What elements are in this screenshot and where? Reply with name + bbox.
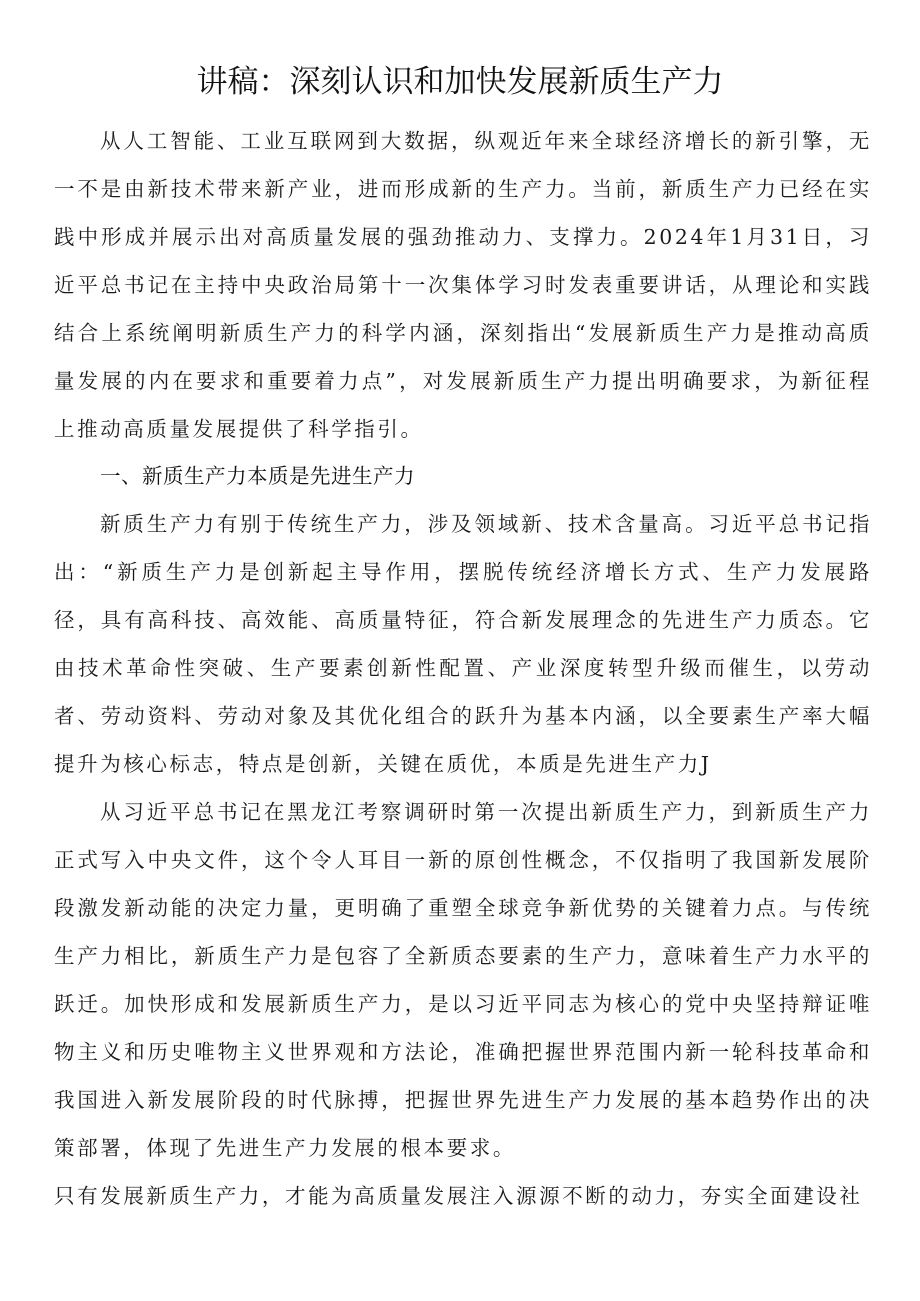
paragraph-conclusion: 只有发展新质生产力，才能为高质量发展注入源源不断的动力，夯实全面建设社 bbox=[54, 1184, 863, 1208]
paragraph-history: 从习近平总书记在黑龙江考察调研时第一次提出新质生产力，到新质生产力正式写入中央文件，这个令人耳目一新的原创性概念，不仅指明了我国新发展阶段激发新动能的决定力量，更明确了重塑全球竞争新优势的关键着力点。与传统生产力相比，新质生产力是包容了全新质态要素的生产力，意味着生产力水平的跃迁。加快形成和发展新质生产力，是以习近平同志为核心的党中央坚持辩证唯物主义和历史唯物主义世界观和方法论，准确把握世界范围内新一轮科技革命和我国进入新发展阶段的时代脉搏，把握世界先进生产力发展的基本趋势作出的决策部署，体现了先进生产力发展的根本要求。 bbox=[54, 800, 872, 1160]
paragraph-intro: 从人工智能、工业互联网到大数据，纵观近年来全球经济增长的新引擎，无一不是由新技术带来新产业，进而形成新的生产力。当前，新质生产力已经在实践中形成并展示出对高质量发展的强劲推动力、支撑力。2024年1月31日，习近平总书记在主持中央政治局第十一次集体学习时发表重要讲话，从理论和实践结合上系统阐明新质生产力的科学内涵，深刻指出“发展新质生产力是推动高质量发展的内在要求和重要着力点”，对发展新质生产力提出明确要求，为新征程上推动高质量发展提供了科学指引。 bbox=[54, 129, 872, 441]
document-title: 讲稿：深刻认识和加快发展新质生产力 bbox=[196, 64, 724, 100]
paragraph-definition: 新质生产力有别于传统生产力，涉及领域新、技术含量高。习近平总书记指出：“新质生产力是创新起主导作用，摆脱传统经济增长方式、生产力发展路径，具有高科技、高效能、高质量特征，符合新发展理念的先进生产力质态。它由技术革命性突破、生产要素创新性配置、产业深度转型升级而催生，以劳动者、劳动资料、劳动对象及其优化组合的跃升为基本内涵，以全要素生产率大幅提升为核心标志，特点是创新，关键在质优，本质是先进生产力J bbox=[54, 512, 872, 776]
section-heading: 一、新质生产力本质是先进生产力 bbox=[100, 464, 415, 488]
